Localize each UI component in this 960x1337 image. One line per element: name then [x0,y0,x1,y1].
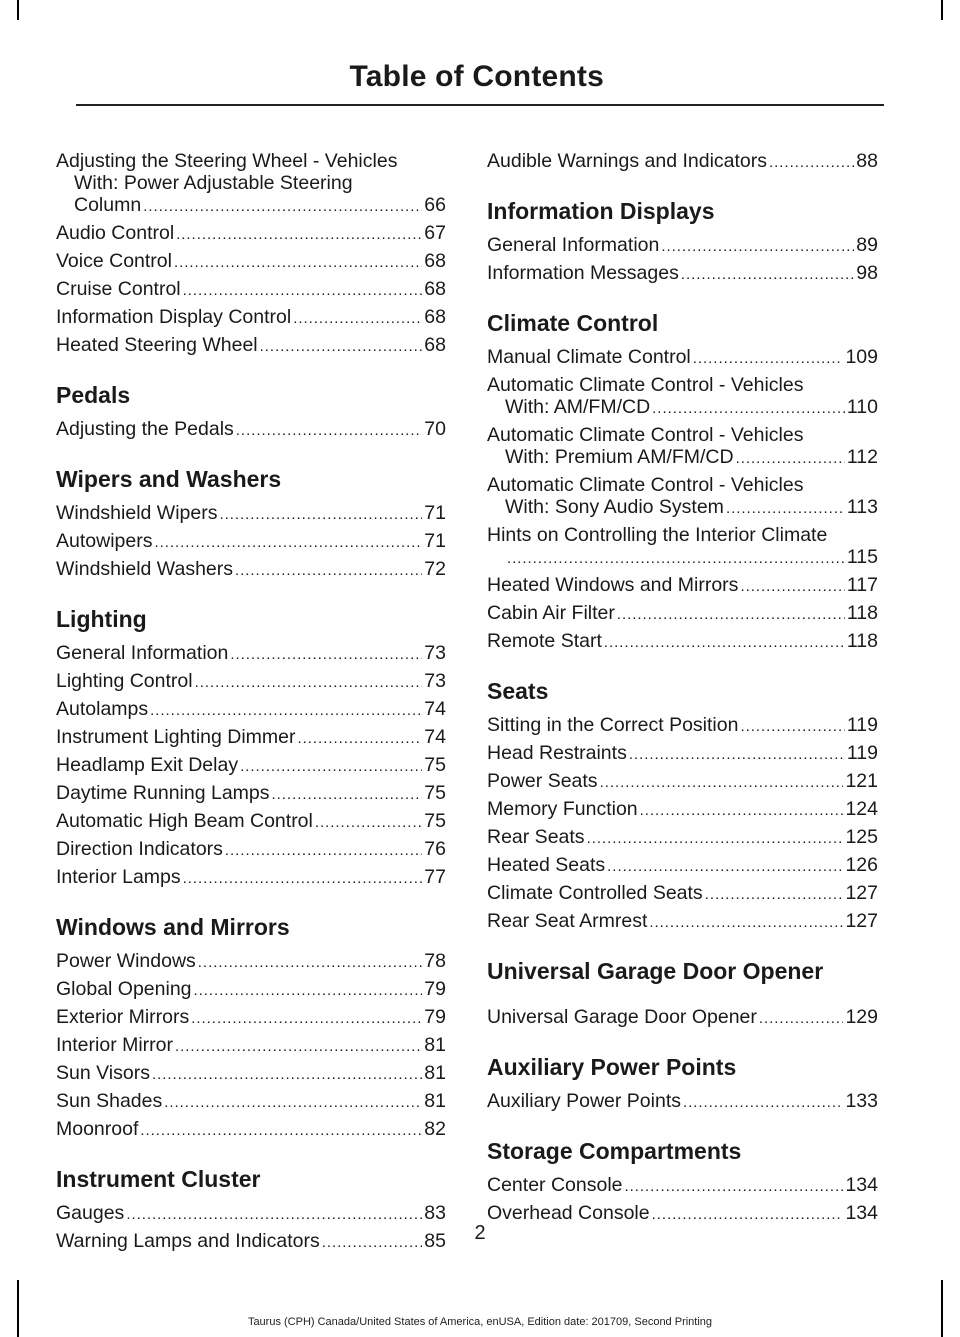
toc-entry-title: Global Opening [56,978,192,1000]
leader-dots [652,396,845,420]
toc-entry[interactable] [56,276,446,304]
toc-entry-title: Windshield Washers [56,558,234,580]
leader-dots [150,696,422,724]
leader-dots [260,332,423,360]
leader-dots [661,232,854,260]
toc-entry-page: 119 [846,742,878,764]
toc-entry-page: 85 [424,1230,446,1252]
toc-entry-title: Sitting in the Correct Position [487,714,739,736]
toc-entry[interactable] [56,864,446,892]
toc-entry-page: 67 [424,222,446,244]
toc-entry-page: 68 [424,278,446,300]
toc-entry[interactable] [487,712,878,740]
toc-entry-title: Cabin Air Filter [487,602,615,624]
toc-entry-title: Heated Steering Wheel [56,334,258,356]
toc-entry-title: Manual Climate Control [487,346,691,368]
toc-entry-page: 134 [845,1202,878,1224]
leader-dots [315,808,422,836]
toc-entry-page: 124 [845,798,878,820]
toc-entry-title: Heated Seats [487,854,606,876]
leader-dots [604,628,845,656]
toc-entry-page: 109 [845,346,878,368]
toc-entry-title-line3: Column [74,194,142,216]
leader-dots [195,668,423,696]
toc-entry[interactable] [56,668,446,696]
toc-entry-page: 68 [424,334,446,356]
toc-entry-title-line2: With: Power Adjustable Steering [74,172,353,194]
toc-entry[interactable] [487,740,878,768]
toc-entry-title: Daytime Running Lamps [56,782,270,804]
toc-entry-title: Universal Garage Door Opener [487,1006,757,1028]
toc-entry[interactable] [56,1088,446,1116]
leader-dots [693,344,844,372]
leader-dots [625,1172,844,1200]
section-heading-wipers: Wipers and Washers [56,466,282,492]
toc-entry-page: 71 [424,530,446,552]
toc-entry-page: 115 [846,546,878,568]
toc-entry-title-line1: Hints on Controlling the Interior Climate [487,524,828,546]
toc-entry[interactable] [487,422,878,472]
toc-entry[interactable] [487,852,878,880]
toc-entry[interactable] [487,628,878,656]
toc-entry-title: Center Console [487,1174,623,1196]
toc-entry-page: 75 [424,754,446,776]
toc-entry-page: 110 [846,396,878,418]
toc-entry-page: 81 [424,1034,446,1056]
leader-dots [230,640,422,668]
toc-entry-title: Audible Warnings and Indicators [487,150,768,172]
toc-entry-page: 73 [424,642,446,664]
toc-entry-title: Voice Control [56,250,172,272]
leader-dots [225,836,422,864]
section-heading-pedals: Pedals [56,382,131,408]
section-heading-storage: Storage Compartments [487,1138,742,1164]
leader-dots [154,528,422,556]
toc-entry[interactable] [487,768,878,796]
toc-entry-page: 81 [424,1062,446,1084]
toc-entry-title: Overhead Console [487,1202,650,1224]
toc-entry-title: Headlamp Exit Delay [56,754,239,776]
leader-dots [235,556,422,584]
toc-entry-title: Instrument Lighting Dimmer [56,726,296,748]
leader-dots [164,1088,422,1116]
toc-entry-title: Heated Windows and Mirrors [487,574,739,596]
leader-dots [175,1032,422,1060]
toc-entry[interactable] [56,500,446,528]
toc-entry-title: Remote Start [487,630,602,652]
toc-entry-title: Warning Lamps and Indicators [56,1230,320,1252]
toc-entry-title: Climate Controlled Seats [487,882,703,904]
crop-mark-bottom-left [17,1280,19,1337]
toc-entry-page: 79 [424,978,446,1000]
toc-entry-title: Memory Function [487,798,638,820]
leader-dots [176,220,422,248]
toc-entry[interactable] [56,780,446,808]
toc-entry[interactable] [487,1088,878,1116]
toc-entry-page: 75 [424,782,446,804]
toc-entry[interactable] [487,1004,878,1032]
toc-entry[interactable] [487,344,878,372]
toc-entry-page: 88 [856,150,878,172]
toc-entry-title-line1: Automatic Climate Control - Vehicles [487,424,804,446]
toc-entry[interactable] [487,260,878,288]
toc-entry-page: 89 [856,234,878,256]
toc-entry-title: Windshield Wipers [56,502,218,524]
leader-dots [736,446,845,470]
toc-entry[interactable] [56,1004,446,1032]
toc-entry[interactable] [487,824,878,852]
toc-entry-page: 125 [845,826,878,848]
toc-entry-page: 83 [424,1202,446,1224]
toc-entry-title: Cruise Control [56,278,181,300]
header-rule [76,104,884,106]
toc-entry-title-line2: With: Premium AM/FM/CD [505,446,734,468]
toc-entry[interactable] [56,528,446,556]
toc-entry[interactable] [56,148,446,220]
toc-left-column [56,148,446,1256]
toc-entry-page: 72 [424,558,446,580]
leader-dots [600,768,844,796]
leader-dots [740,712,844,740]
toc-entry-title: Power Seats [487,770,598,792]
toc-entry-title: Lighting Control [56,670,193,692]
toc-entry-page: 68 [424,250,446,272]
toc-entry-title: Head Restraints [487,742,627,764]
leader-dots [507,546,845,570]
toc-entry-page: 68 [424,306,446,328]
footer-edition-text: Taurus (CPH) Canada/United States of America, enUSA, Edition date: 201709, Second Printing [247,1316,713,1328]
toc-entry[interactable] [56,808,446,836]
toc-entry-page: 133 [845,1090,878,1112]
toc-entry-page: 134 [845,1174,878,1196]
leader-dots [191,1004,422,1032]
toc-entry-title: Direction Indicators [56,838,223,860]
leader-dots [705,880,844,908]
toc-entry[interactable] [487,572,878,600]
section-heading-garage: Universal Garage Door Opener [487,958,824,984]
toc-entry-title: Gauges [56,1202,125,1224]
leader-dots [240,752,422,780]
toc-entry-page: 77 [424,866,446,888]
toc-entry-title: Rear Seat Armrest [487,910,648,932]
toc-entry-title: Interior Lamps [56,866,181,888]
toc-entry-title: Adjusting the Pedals [56,418,234,440]
toc-right-column [487,148,878,1228]
page-number: 2 [474,1222,486,1244]
toc-entry-title: Sun Visors [56,1062,150,1084]
toc-entry-title-line2: With: AM/FM/CD [505,396,651,418]
leader-dots [649,908,843,936]
leader-dots [726,496,845,520]
toc-entry[interactable] [487,796,878,824]
section-heading-seats: Seats [487,678,549,704]
toc-entry-page: 82 [424,1118,446,1140]
toc-entry-title: Auxiliary Power Points [487,1090,681,1112]
toc-entry[interactable] [487,472,878,522]
toc-entry[interactable] [487,372,878,422]
toc-entry[interactable] [56,304,446,332]
leader-dots [683,1088,843,1116]
toc-entry-title: Audio Control [56,222,175,244]
toc-entry[interactable] [487,600,878,628]
toc-entry[interactable] [487,1172,878,1200]
crop-mark-bottom-right [941,1280,943,1337]
leader-dots [769,148,854,176]
toc-entry-page: 121 [845,770,878,792]
section-heading-power-points: Auxiliary Power Points [487,1054,737,1080]
toc-entry-page: 127 [845,882,878,904]
toc-entry-page: 98 [856,262,878,284]
crop-mark-top-right [941,0,943,20]
toc-entry-page: 126 [845,854,878,876]
toc-entry-page: 112 [846,446,878,468]
toc-entry-title: Information Display Control [56,306,292,328]
leader-dots [236,416,423,444]
leader-dots [140,1116,422,1144]
toc-entry-page: 74 [424,698,446,720]
section-heading-windows: Windows and Mirrors [56,914,290,940]
toc-entry-page: 118 [846,630,878,652]
toc-entry[interactable] [56,976,446,1004]
toc-entry[interactable] [56,556,446,584]
toc-entry-page: 66 [424,194,446,216]
toc-entry[interactable] [56,724,446,752]
toc-entry[interactable] [487,148,878,176]
toc-entry[interactable] [487,880,878,908]
toc-entry[interactable] [56,752,446,780]
toc-entry-page: 118 [846,602,878,624]
leader-dots [681,260,854,288]
toc-entry[interactable] [56,948,446,976]
leader-dots [272,780,423,808]
toc-entry-page: 71 [424,502,446,524]
section-heading-cluster: Instrument Cluster [56,1166,261,1192]
toc-entry[interactable] [56,248,446,276]
leader-dots [194,976,423,1004]
toc-entry-title: General Information [487,234,660,256]
section-heading-climate: Climate Control [487,310,659,336]
leader-dots [640,796,844,824]
leader-dots [617,600,845,628]
toc-entry-page: 127 [845,910,878,932]
toc-entry-page: 74 [424,726,446,748]
toc-entry-page: 113 [846,496,878,518]
leader-dots [587,824,844,852]
toc-entry[interactable] [56,332,446,360]
toc-entry-page: 70 [424,418,446,440]
leader-dots [298,724,423,752]
toc-entry-page: 129 [845,1006,878,1028]
toc-entry-page: 119 [846,714,878,736]
toc-entry[interactable] [487,232,878,260]
leader-dots [219,500,422,528]
leader-dots [143,194,422,218]
toc-entry-title-line1: Adjusting the Steering Wheel - Vehicles [56,150,398,172]
toc-entry-page: 73 [424,670,446,692]
leader-dots [183,276,423,304]
toc-entry-title: Information Messages [487,262,679,284]
toc-entry-page: 81 [424,1090,446,1112]
toc-entry-title-line2: With: Sony Audio System [505,496,724,518]
toc-entry[interactable] [56,696,446,724]
toc-entry-page: 78 [424,950,446,972]
toc-entry-title: Exterior Mirrors [56,1006,190,1028]
toc-entry[interactable] [56,416,446,444]
leader-dots [629,740,845,768]
toc-entry[interactable] [56,836,446,864]
toc-entry-title: Moonroof [56,1118,139,1140]
toc-entry[interactable] [56,1032,446,1060]
toc-entry-title: Interior Mirror [56,1034,174,1056]
toc-entry-page: 79 [424,1006,446,1028]
toc-entry-page: 76 [424,838,446,860]
leader-dots [174,248,422,276]
toc-entry[interactable] [56,1060,446,1088]
section-heading-lighting: Lighting [56,606,147,632]
toc-entry[interactable] [487,522,878,572]
toc-entry-title: Sun Shades [56,1090,163,1112]
section-heading-info-displays: Information Displays [487,198,715,224]
toc-entry-title: Autowipers [56,530,153,552]
toc-entry[interactable] [56,1116,446,1144]
toc-entry[interactable] [56,640,446,668]
toc-entry-title-line1: Automatic Climate Control - Vehicles [487,474,804,496]
toc-entry[interactable] [56,220,446,248]
toc-entry-title: General Information [56,642,229,664]
leader-dots [152,1060,422,1088]
toc-entry-title-line1: Automatic Climate Control - Vehicles [487,374,804,396]
toc-entry-page: 75 [424,810,446,832]
crop-mark-top-left [17,0,19,20]
leader-dots [607,852,843,880]
page-title: Table of Contents [349,60,604,93]
leader-dots [740,572,844,600]
toc-entry-title: Rear Seats [487,826,585,848]
toc-entry-page: 117 [846,574,878,596]
toc-entry-title: Power Windows [56,950,196,972]
leader-dots [759,1004,844,1032]
leader-dots [293,304,422,332]
leader-dots [198,948,423,976]
toc-entry-title: Automatic High Beam Control [56,810,313,832]
toc-entry-title: Autolamps [56,698,149,720]
leader-dots [183,864,423,892]
toc-entry[interactable] [487,908,878,936]
